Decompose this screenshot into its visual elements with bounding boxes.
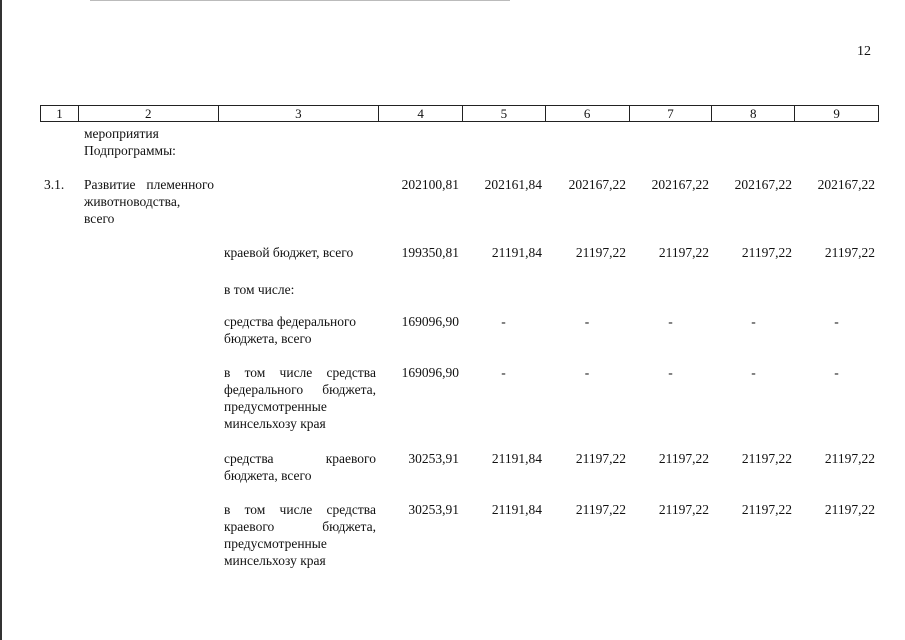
row-value: 21197,22 — [824, 245, 875, 260]
header-col-2: 2 — [79, 106, 219, 121]
item-value-col6: 202167,22 — [568, 177, 626, 192]
item-name: Развитие племенного животноводства, всего — [84, 177, 214, 226]
item-code: 3.1. — [44, 177, 65, 192]
row-value-dash: - — [668, 314, 673, 329]
row-value-dash: - — [834, 314, 839, 329]
row-value: 30253,91 — [408, 451, 459, 466]
row-value: 21191,84 — [491, 451, 542, 466]
row-value: 21197,22 — [824, 451, 875, 466]
row-value-dash: - — [751, 365, 756, 380]
row-value: 21197,22 — [741, 451, 792, 466]
row-value: 21197,22 — [575, 245, 626, 260]
row-value: 169096,90 — [401, 314, 459, 329]
item-value-col7: 202167,22 — [651, 177, 709, 192]
row-value: 21197,22 — [658, 451, 709, 466]
header-col-9: 9 — [833, 106, 840, 121]
row-value: 21197,22 — [824, 502, 875, 517]
row-label: в том числе: — [224, 282, 295, 297]
header-col-3: 3 — [219, 106, 380, 121]
header-col-8: 8 — [712, 106, 795, 121]
row-value-dash: - — [501, 365, 506, 380]
row-value: 21191,84 — [491, 245, 542, 260]
row-value: 21197,22 — [658, 245, 709, 260]
row-value: 21197,22 — [741, 502, 792, 517]
header-col-7: 7 — [630, 106, 713, 121]
row-value-dash: - — [501, 314, 506, 329]
header-col-1: 1 — [41, 106, 79, 121]
table-header-row — [40, 105, 879, 122]
header-col-5: 5 — [463, 106, 546, 121]
row-value: 21197,22 — [658, 502, 709, 517]
row-value: 21197,22 — [575, 451, 626, 466]
row-value: 21197,22 — [575, 502, 626, 517]
page-edge — [0, 0, 2, 640]
item-value-col9: 202167,22 — [817, 177, 875, 192]
row-value-dash: - — [584, 365, 590, 380]
row-value-dash: - — [834, 365, 839, 380]
row-value: 199350,81 — [401, 245, 459, 260]
continuation-text: мероприятия Подпрограммы: — [84, 126, 176, 158]
row-label: средства краевого бюджета, всего — [224, 451, 376, 483]
row-label: в том числе средства краевого бюджета, предусмотренные минсельхозу края — [224, 502, 376, 568]
header-col-6: 6 — [546, 106, 630, 121]
item-value-col5: 202161,84 — [484, 177, 542, 192]
row-value-dash: - — [751, 314, 756, 329]
item-value-col4: 202100,81 — [401, 177, 459, 192]
row-label: краевой бюджет, всего — [224, 245, 354, 260]
row-value-dash: - — [668, 365, 673, 380]
row-value: 21197,22 — [741, 245, 792, 260]
row-value-dash: - — [584, 314, 590, 329]
row-label: средства федерального бюджета, всего — [224, 314, 356, 346]
header-col-4: 4 — [379, 106, 463, 121]
item-value-col8: 202167,22 — [734, 177, 792, 192]
row-value: 21191,84 — [491, 502, 542, 517]
scan-artifact — [90, 0, 510, 1]
row-value: 30253,91 — [408, 502, 459, 517]
row-label: в том числе средства федерального бюджета, предусмотренные минсельхозу края — [224, 365, 376, 431]
page-number: 12 — [857, 44, 871, 59]
row-value: 169096,90 — [401, 365, 459, 380]
